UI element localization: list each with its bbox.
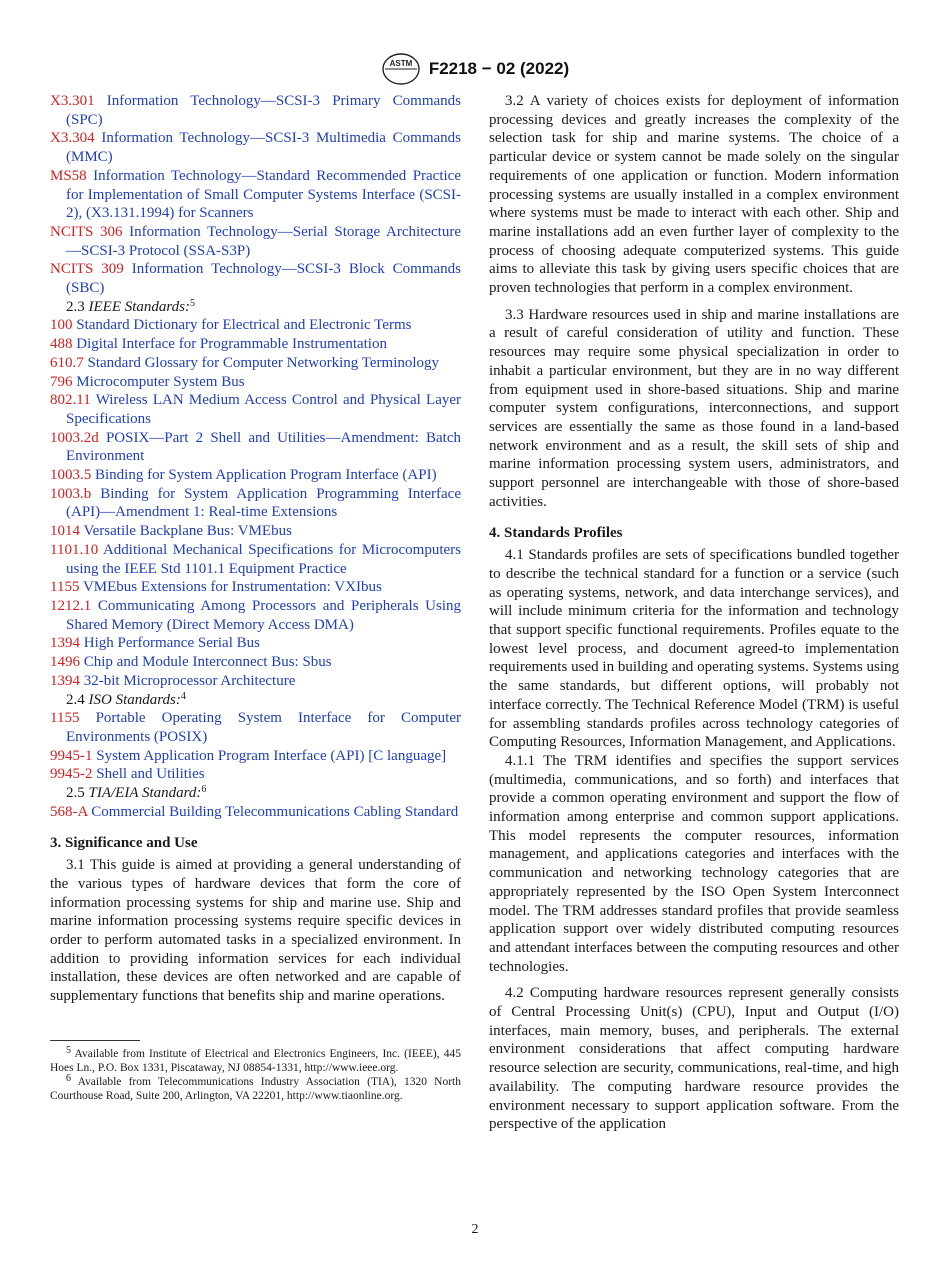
reference-item — [50, 541, 461, 578]
reference-item — [50, 167, 461, 223]
subsection-number: 2.4 — [66, 691, 85, 708]
reference-code[interactable]: 1003.b — [50, 485, 92, 502]
reference-code[interactable]: 1496 — [50, 654, 80, 671]
paragraph-3-2: 3.2 A variety of choices exists for deployment of information processing devices and greatly increases the complexity of the selection task for ship and marine systems. The choice of a particular device or system cannot be made solely on the singular requirements of one application or function. Modern information processing systems are usually installed in a complex environment where systems must be made to interact with each other. Ship and marine installations add an even further layer of complexity to the process of choosing adequate computerized systems. This guide aims to alleviate this task by giving users specific choices that are proven technologies that perform in a complex environment. — [489, 93, 899, 297]
reference-title[interactable]: Additional Mechanical Specifications for Microcomputers using the IEEE Std 1101.1 Equipment Practice — [66, 541, 461, 577]
reference-item — [50, 653, 461, 672]
reference-title[interactable]: System Application Program Interface (API) [C language] — [96, 747, 447, 764]
reference-title[interactable]: Shell and Utilities — [96, 766, 205, 783]
reference-item — [50, 578, 461, 597]
reference-title[interactable]: Chip and Module Interconnect Bus: Sbus — [83, 654, 332, 671]
reference-item — [50, 672, 461, 691]
reference-title[interactable]: Information Technology—SCSI-3 Block Commands (SBC) — [66, 261, 461, 297]
astm-logo-icon — [381, 52, 421, 86]
reference-code[interactable]: 1003.2d — [50, 429, 99, 446]
reference-code[interactable]: 1155 — [50, 579, 80, 596]
subsection-label: ISO Standards: — [88, 691, 181, 708]
reference-title[interactable]: Information Technology—SCSI-3 Primary Commands (SPC) — [66, 93, 462, 128]
section-heading-3: 3. Significance and Use — [50, 835, 198, 852]
footnote-divider — [50, 1040, 140, 1041]
reference-title[interactable]: Wireless LAN Medium Access Control and Physical Layer Specifications — [66, 392, 462, 427]
reference-list-tia — [50, 803, 461, 822]
subsection-number: 2.3 — [66, 298, 85, 315]
page-header — [0, 52, 950, 86]
reference-list-ansi — [50, 92, 461, 298]
reference-title[interactable]: VMEbus Extensions for Instrumentation: VXIbus — [82, 579, 382, 596]
reference-title[interactable]: Standard Glossary for Computer Networking Terminology — [87, 354, 440, 371]
right-column — [489, 92, 899, 1134]
reference-item — [50, 765, 461, 784]
subsection-2-5 — [66, 784, 461, 803]
paragraph-4-2: 4.2 Computing hardware resources represent generally consists of Central Processing Unit(s) (CPU), Input and Output (I/O) interfaces, main memory, buses, and peripherals. The external environment considerations that affect computing hardware resource selection are security, communications, real-time, and high availability. The computing hardware resource provides the environment necessary to support application software. From the perspective of the application — [489, 985, 899, 1133]
reference-title[interactable]: 32-bit Microprocessor Architecture — [83, 672, 296, 689]
reference-item — [50, 373, 461, 392]
reference-code[interactable]: 796 — [50, 373, 73, 390]
reference-item — [50, 391, 462, 428]
reference-item — [50, 260, 461, 297]
paragraph-4-1: 4.1 Standards profiles are sets of specifications bundled together to describe the technical standard for a function or a service (such as operating systems, network, and data interchange services), and will include minimum criteria for the information and technology that support specific functional requirements. Profiles equate to the lowest level process, and document agreed-to implementation requirements used in building and operating systems. Systems using the same standards, but different options, will probably not interface correctly. The Technical Reference Model (TRM) is useful for assembling standards profiles across technology categories of Computing Resources, Information Management, and Applications. — [489, 547, 899, 751]
subsection-2-4 — [66, 691, 461, 710]
reference-title[interactable]: Communicating Among Processors and Peripherals Using Shared Memory (Direct Memory Access DMA) — [66, 597, 462, 633]
footnote-ref: 5 — [190, 297, 196, 309]
footnote-6 — [50, 1072, 461, 1103]
reference-title[interactable]: Binding for System Application Program Interface (API) — [95, 467, 437, 484]
reference-code[interactable]: 1155 — [50, 710, 80, 727]
footnote-text: Available from Institute of Electrical and Electronics Engineers, Inc. (IEEE), 445 Hoes Ln., P.O. Box 1331, Piscataway, NJ 08854-1331, http://www.ieee.org. — [50, 1047, 461, 1074]
reference-title[interactable]: Digital Interface for Programmable Instrumentation — [76, 336, 387, 353]
reference-item — [50, 466, 461, 485]
reference-title[interactable]: POSIX—Part 2 Shell and Utilities—Amendment: Batch Environment — [66, 429, 462, 465]
reference-item — [50, 597, 462, 634]
reference-title[interactable]: Information Technology—Serial Storage Architecture—SCSI-3 Protocol (SSA-S3P) — [66, 223, 461, 259]
reference-code[interactable]: 802.11 — [50, 392, 91, 409]
reference-title[interactable]: Versatile Backplane Bus: VMEbus — [83, 523, 292, 540]
reference-title[interactable]: Microcomputer System Bus — [76, 373, 245, 390]
paragraph-3-1: 3.1 This guide is aimed at providing a general understanding of the various types of hardware devices that form the core of information processing systems for ship and marine use. Ship and marine information processing systems require specific devices in order to perform automated tasks in a specialized environment. In addition to providing information services for each individual installation, these devices are often networked and are capable of supplementary functions that benefits ship and marine operations. — [50, 857, 461, 1005]
reference-item — [50, 709, 462, 746]
reference-code[interactable]: NCITS 309 — [50, 261, 124, 278]
page-number: 2 — [471, 1222, 479, 1237]
reference-list-ieee — [50, 316, 461, 690]
reference-code[interactable]: 568-A — [50, 803, 88, 820]
reference-item — [50, 223, 461, 260]
reference-code[interactable]: NCITS 306 — [50, 223, 123, 240]
reference-item — [50, 92, 462, 129]
reference-title[interactable]: Portable Operating System Interface for Computer Environments (POSIX) — [66, 710, 462, 745]
astm-logo-text: ASTM — [389, 59, 413, 68]
reference-title[interactable]: Information Technology—SCSI-3 Multimedia Commands (MMC) — [66, 130, 461, 166]
reference-item — [50, 634, 461, 653]
reference-item — [50, 747, 461, 766]
reference-item — [50, 354, 461, 373]
reference-code[interactable]: 488 — [50, 336, 73, 353]
paragraph-3-3: 3.3 Hardware resources used in ship and marine installations are a result of careful consideration of utility and function. These resources may require some physical specialization in order to inhabit a particular environment, but they are in no way different from equipment used in shore-based situations. Ship and marine computer system configurations, interconnections, and support services are essentially the same as those found in a land-based network environment and as a result, the skill sets of ship and marine information processing system users, administrators, and support personnel are interchangeable with those of shore-based activities. — [489, 306, 899, 510]
reference-code[interactable]: 1003.5 — [50, 467, 92, 484]
paragraph-4-1-1: 4.1.1 The TRM identifies and specifies the support services (multimedia, communications, and so forth) and interfaces that provide a common operating environment and support the flow of information among enterprise and common support applications. This model represents the computer resources, information management, and applications categories and interfaces with the communication and networking technology categories that are appropriately represented by the ISO Open System Interconnect model. The TRM addresses standard profiles that provide seamless application support over widely distributed computing resources and attendant interfaces between the computing resources and other technologies. — [489, 752, 899, 975]
reference-code[interactable]: 1212.1 — [50, 597, 92, 614]
reference-item — [50, 429, 462, 466]
footnote-marker: 6 — [66, 1072, 71, 1084]
reference-code[interactable]: 1394 — [50, 635, 80, 652]
reference-code[interactable]: 1014 — [50, 523, 80, 540]
reference-code[interactable]: 1394 — [50, 672, 80, 689]
reference-title[interactable]: High Performance Serial Bus — [83, 635, 260, 652]
subsection-number: 2.5 — [66, 785, 85, 802]
reference-code[interactable]: X3.301 — [50, 93, 95, 109]
reference-code[interactable]: 9945-1 — [50, 747, 93, 764]
reference-item — [50, 485, 461, 522]
reference-item — [50, 522, 461, 541]
section-heading-4: 4. Standards Profiles — [489, 525, 623, 542]
reference-title[interactable]: Commercial Building Telecommunications Cabling Standard — [91, 803, 459, 820]
subsection-2-3 — [66, 298, 461, 317]
reference-code[interactable]: 100 — [50, 317, 73, 334]
reference-code[interactable]: 1101.10 — [50, 541, 99, 558]
subsection-label: IEEE Standards: — [88, 298, 191, 315]
subsection-label: TIA/EIA Standard: — [88, 785, 202, 802]
reference-title[interactable]: Binding for System Application Programming Interface (API)—Amendment 1: Real-time Extensions — [66, 485, 461, 521]
left-column — [50, 92, 461, 1103]
reference-code[interactable]: MS58 — [50, 167, 87, 184]
reference-item — [50, 129, 461, 166]
reference-list-iso — [50, 709, 461, 784]
reference-code[interactable]: 610.7 — [50, 354, 84, 371]
reference-item — [50, 335, 461, 354]
footnote-marker: 5 — [66, 1044, 71, 1056]
reference-code[interactable]: 9945-2 — [50, 766, 93, 783]
reference-code[interactable]: X3.304 — [50, 130, 95, 147]
footnote-5 — [50, 1044, 461, 1075]
standard-designation: F2218 − 02 (2022) — [428, 59, 570, 78]
footnote-ref: 4 — [180, 690, 186, 702]
reference-title[interactable]: Standard Dictionary for Electrical and Electronic Terms — [76, 317, 412, 334]
footnote-ref: 6 — [201, 784, 207, 796]
reference-item — [50, 803, 461, 822]
reference-item — [50, 316, 461, 335]
footnote-text: Available from Telecommunications Industry Association (TIA), 1320 North Courthouse Road, Suite 200, Arlington, VA 22201, http://www.tiaonline.org. — [50, 1075, 461, 1102]
reference-title[interactable]: Information Technology—Standard Recommended Practice for Implementation of Small Computer Systems Interface (SCSI-2), (X3.131.1994) for Scanners — [66, 167, 461, 222]
